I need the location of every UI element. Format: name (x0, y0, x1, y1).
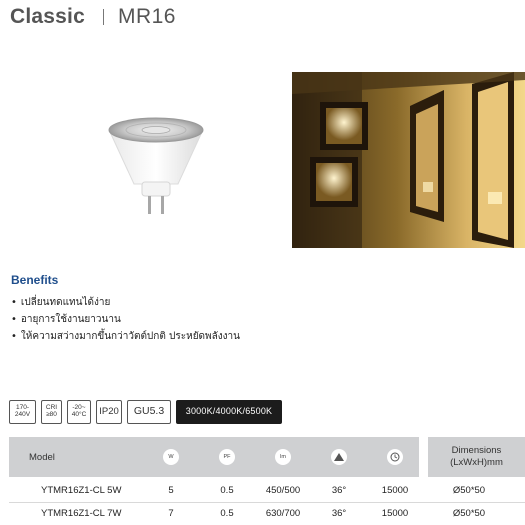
cell-model: YTMR16Z1-CL 5W (41, 485, 122, 496)
header-divider (103, 9, 104, 25)
model-title: MR16 (117, 5, 176, 28)
table-header (9, 437, 419, 477)
benefit-item: • อายุการใช้งานยาวนาน (11, 311, 240, 328)
brand-title: Classic (10, 5, 85, 28)
lifetime-icon (387, 449, 403, 465)
cell-pf: 0.5 (220, 485, 234, 496)
temperature-badge: -20~ 40°C (67, 400, 91, 424)
cell-dimensions: Ø50*50 (452, 485, 486, 496)
cell-lumen: 630/700 (265, 508, 301, 519)
benefits-list (11, 294, 240, 345)
ip-rating-badge: IP20 (96, 400, 122, 424)
page-header (10, 4, 176, 30)
cell-dimensions: Ø50*50 (452, 508, 486, 519)
cell-angle: 36° (331, 508, 347, 519)
benefits-title: Benefits (11, 273, 59, 287)
cell-lifetime: 15000 (381, 508, 409, 519)
cell-model: YTMR16Z1-CL 7W (41, 508, 122, 519)
beam-angle-icon (331, 449, 347, 465)
header-dimensions: Dimensions (LxWxH)mm (450, 444, 503, 468)
base-type-badge: GU5.3 (127, 400, 171, 424)
watt-icon: W (163, 449, 179, 465)
power-factor-icon: PF (219, 449, 235, 465)
mr16-lamp-image (104, 112, 208, 218)
cri-badge: CRI ≥80 (41, 400, 62, 424)
ambient-photo (292, 72, 525, 248)
cell-lumen: 450/500 (265, 485, 301, 496)
table-header-dimensions (428, 437, 525, 477)
color-temperature-badge: 3000K/4000K/6500K (176, 400, 282, 424)
cell-lifetime: 15000 (381, 485, 409, 496)
cell-watt: 7 (168, 508, 174, 519)
cell-angle: 36° (331, 485, 347, 496)
benefit-item: • เปลี่ยนทดแทนได้ง่าย (11, 294, 240, 311)
row-divider (9, 502, 525, 503)
cell-watt: 5 (168, 485, 174, 496)
benefit-item: • ให้ความสว่างมากขึ้นกว่าวัตต์ปกติ ประหยัดพลังงาน (11, 328, 240, 345)
cell-pf: 0.5 (220, 508, 234, 519)
lumen-icon: lm (275, 449, 291, 465)
table-row (9, 482, 525, 500)
table-row (9, 505, 525, 523)
voltage-badge: 170- 240V (9, 400, 36, 424)
spec-badges (9, 400, 287, 424)
header-model: Model (29, 451, 55, 463)
